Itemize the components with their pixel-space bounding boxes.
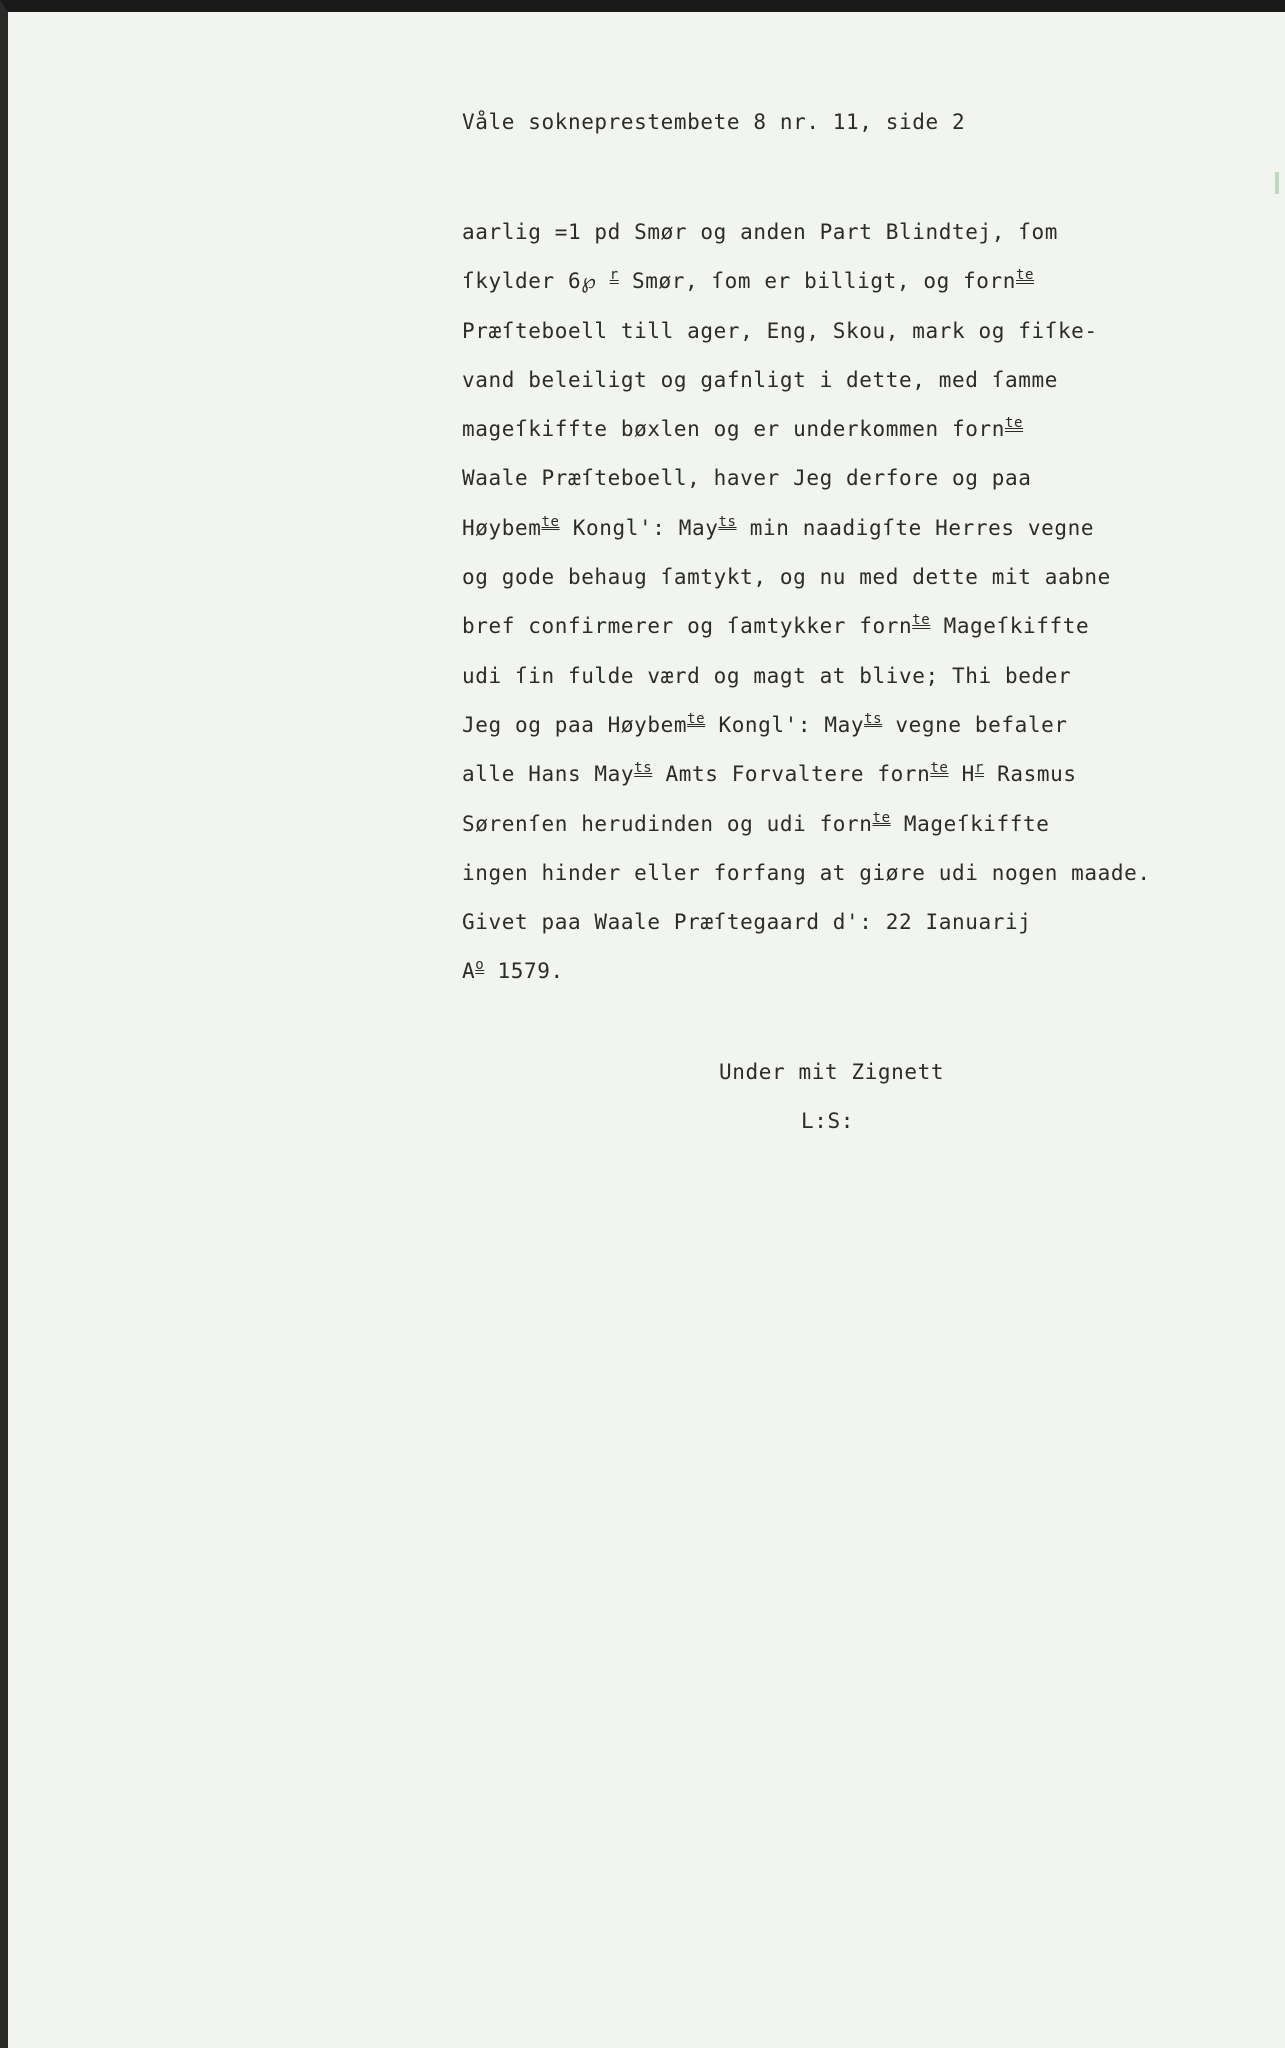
text-run: Kongl': May [705, 712, 865, 737]
text-line [462, 750, 1151, 799]
text-line [462, 405, 1151, 454]
text-line [462, 307, 1151, 356]
text-run: Høybem [462, 515, 542, 540]
transcription-body [462, 208, 1151, 997]
text-run: ℘ [581, 269, 597, 294]
superscript-abbrev: te [1016, 267, 1035, 284]
text-line [462, 454, 1151, 503]
text-line [462, 652, 1151, 701]
text-run: Kongl': May [559, 515, 719, 540]
text-run: Amts Forvaltere forn [652, 762, 931, 787]
text-line [462, 356, 1151, 405]
text-run: Mageſkiffte [930, 614, 1090, 639]
page-header: Våle sokneprestembete 8 nr. 11, side 2 [462, 110, 966, 134]
text-line [462, 504, 1151, 553]
text-run: Sørenſen herudinden og udi forn [462, 811, 873, 836]
text-run [596, 269, 609, 293]
superscript-abbrev: te [1004, 415, 1024, 432]
superscript-abbrev: r [609, 267, 619, 284]
text-line [462, 602, 1151, 651]
text-run: Præſteboell till ager, Eng, Skou, mark og fiſke- [462, 318, 1098, 343]
text-line [462, 849, 1151, 898]
superscript-abbrev: te [930, 760, 949, 777]
text-run: aarlig =1 pd Smør og anden Part Blindtej, ſom [462, 220, 1058, 244]
text-run: Jeg og paa Høybem [462, 712, 688, 737]
text-run: A [462, 959, 476, 984]
text-run: H [948, 762, 975, 787]
seal-mark: L:S: [801, 1109, 854, 1133]
text-run: alle Hans May [462, 762, 635, 787]
text-run: udi ſin fulde værd og magt at blive; Thi beder [462, 663, 1072, 688]
text-line [462, 257, 1151, 306]
superscript-abbrev: ts [634, 760, 653, 777]
text-line [462, 553, 1151, 602]
text-run: ingen hinder eller forfang at giøre udi nogen maade. [462, 860, 1151, 885]
text-run: ſkylder 6 [462, 269, 582, 294]
text-run: Rasmus [983, 762, 1077, 787]
superscript-abbrev: te [687, 710, 706, 727]
text-run: Waale Præſteboell, haver Jeg derfore og paa [462, 466, 1032, 491]
text-run: 1579. [484, 959, 564, 984]
text-line [462, 898, 1151, 947]
text-run: mageſkiffte bøxlen og er underkommen forn [462, 417, 1005, 442]
superscript-abbrev: te [872, 809, 891, 826]
text-line [462, 701, 1151, 750]
text-line [462, 947, 1151, 996]
closing-line: Under mit Zignett [719, 1060, 945, 1084]
text-run: og gode behaug ſamtykt, og nu med dette mit aabne [462, 565, 1111, 590]
text-run: Givet paa Waale Præſtegaard d': 22 Ianuarij [462, 910, 1032, 935]
text-run: Smør, ſom er billigt, og forn [618, 269, 1017, 294]
superscript-abbrev: te [912, 612, 931, 629]
text-run: Mageſkiffte [890, 811, 1050, 836]
edge-mark [1275, 172, 1279, 194]
text-run: vand beleiligt og gafnligt i dette, med ſamme [462, 367, 1058, 392]
text-line [462, 800, 1151, 849]
superscript-abbrev: te [541, 513, 560, 530]
superscript-abbrev: r [974, 760, 984, 777]
text-run: min naadigſte Herres vegne [736, 515, 1095, 540]
text-run: bref confirmerer og ſamtykker forn [462, 614, 913, 639]
text-line [462, 208, 1151, 257]
text-run: vegne befaler [882, 712, 1068, 737]
superscript-abbrev: ts [864, 710, 883, 727]
superscript-abbrev: o [475, 957, 485, 974]
superscript-abbrev: ts [718, 513, 737, 530]
